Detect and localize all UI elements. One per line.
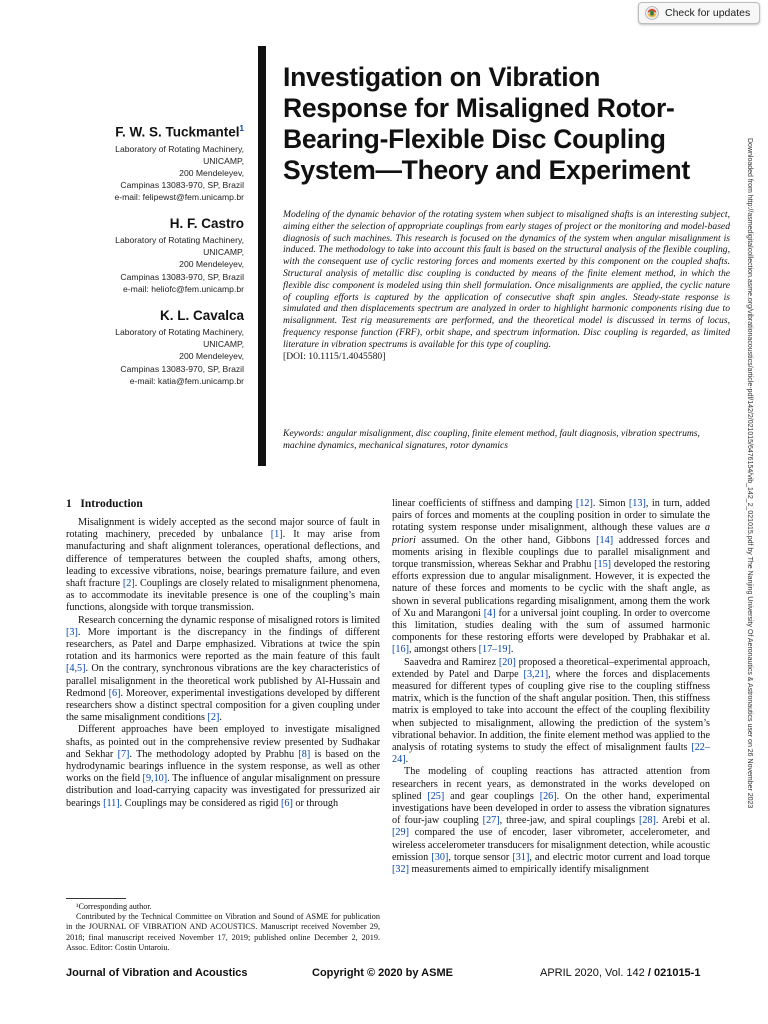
paragraph-text: , where the forces and displacements measured for different types of coupling give rise to the coupling stiffness matrix, which is the function of the shaft angular position. Then, this stiffness matrix is employed to take into account the effect of the coupling flexibility when subjected to misalignment, allowing the prediction of the system’s vibrational behavior. In addition, the finite element method was applied to the analysis of rotating systems to study the effect of misalignment faults — [392, 668, 710, 754]
title-accent-bar — [258, 46, 266, 466]
citation-link[interactable]: [8] — [298, 748, 311, 760]
citation-link[interactable]: [27] — [482, 815, 500, 827]
paragraph-text: . Arebi et al. — [655, 815, 711, 827]
body-paragraph — [66, 615, 380, 725]
paragraph-text: , amongst others — [408, 644, 479, 656]
body-paragraph — [392, 657, 710, 767]
doi-link[interactable]: [DOI: 10.1115/1.4045580] — [283, 350, 386, 362]
corresponding-author-marker[interactable]: 1 — [239, 124, 244, 133]
author-affiliation: Laboratory of Rotating Machinery, UNICAMP, 200 Mendeleyev, Campinas 13083-970, SP, Brazil e-mail: felipewst@fem.unicamp.br — [114, 143, 244, 203]
paragraph-text: proposed a theoretical–experimental approach, extended by Patel and Darpe — [392, 656, 710, 680]
citation-link[interactable]: [26] — [539, 790, 557, 802]
paragraph-text: . It may arise from manufacturing and shaft alignment tolerances, operational deflections, and difference of temperatures between the coupled shafts, among others, leading to excessive vibrations, noise, bearings premature failure, and even shaft fracture — [66, 529, 380, 590]
author-block-1 — [40, 124, 244, 204]
paragraph-text: . On the other hand, experimental investigations have been developed in order to assess the vibration signatures of four-jaw coupling — [392, 790, 710, 827]
citation-link[interactable]: [14] — [596, 534, 614, 546]
section-heading: 1 Introduction — [66, 498, 143, 510]
citation-link[interactable]: [4,5] — [66, 663, 86, 675]
footnote: ¹Corresponding author. — [76, 902, 152, 911]
paragraph-text: compared the use of encoder, laser vibrometer, accelerometer, and wireless accelerometer transducers for misalignment detection, while acoustic emission — [392, 827, 710, 863]
body-paragraph — [66, 517, 380, 615]
body-paragraph — [66, 724, 380, 809]
author-name: F. W. S. Tuckmantel$^1$ — [115, 124, 244, 140]
download-notice: Downloaded from http://asmedigitalcollection.asme.org/vibrationacoustics/article-pdf/142/2/021015/6476154/vib_142_2_021015.pdf by The Nanjing University Of Aeronautics & Astronautics user on 26 November 2023 — [746, 138, 753, 809]
citation-link[interactable]: [17–19] — [478, 644, 511, 656]
check-for-updates-button[interactable] — [638, 2, 760, 24]
paragraph-text: Misalignment is widely accepted as the second major source of fault in rotating machinery, preceded by unbalance — [66, 517, 380, 541]
citation-link[interactable]: [30] — [431, 851, 449, 863]
citation-link[interactable]: [6] — [108, 687, 121, 699]
citation-link[interactable]: [6] — [280, 797, 293, 809]
citation-link[interactable]: [20] — [498, 656, 516, 668]
citation-link[interactable]: [11] — [103, 797, 120, 809]
citation-link[interactable]: [2] — [122, 578, 135, 590]
citation-link[interactable]: [3,21] — [523, 668, 549, 680]
paragraph-text: . Simon — [592, 498, 629, 509]
paragraph-text: developed the restoring efforts expression due to angular misalignment. However, it is expected the nature of these forces and moments to be cyclic with the shaft angle, as shown in several publications regarding misalignment, among them the work of Xu and Marangoni — [392, 559, 710, 619]
author-block-2 — [40, 216, 244, 295]
footnote-rule — [66, 898, 126, 899]
check-for-updates-icon — [645, 6, 659, 20]
body-column-left — [66, 517, 380, 810]
paragraph-text: , in turn, added pairs of forces and moments at the coupling position in order to simulate the rotating system response under misalignment, although these values are — [392, 498, 710, 534]
author-name: H. F. Castro — [169, 216, 244, 231]
abstract — [283, 209, 730, 362]
author-affiliation: Laboratory of Rotating Machinery, UNICAMP, 200 Mendeleyev, Campinas 13083-970, SP, Brazil e-mail: katia@fem.unicamp.br — [115, 327, 244, 386]
citation-link[interactable]: [12] — [575, 498, 593, 509]
citation-link[interactable]: [4] — [483, 607, 496, 619]
paragraph-text: The modeling of coupling reactions has attracted attention from researchers in recent years, as demonstrated in the works developed on splined — [392, 766, 710, 802]
paragraph-text: Saavedra and Ramirez — [404, 656, 499, 668]
author-block-3 — [40, 308, 244, 387]
paragraph-text: , torque sensor — [448, 851, 513, 863]
citation-link[interactable]: [31] — [512, 851, 530, 863]
body-paragraph — [392, 498, 710, 657]
paragraph-text: . The methodology adopted by Prabhu — [129, 748, 299, 760]
author-affiliation: Laboratory of Rotating Machinery, UNICAMP, 200 Mendeleyev, Campinas 13083-970, SP, Brazil e-mail: heliofc@fem.unicamp.br — [115, 235, 244, 294]
citation-link[interactable]: [1] — [270, 529, 283, 541]
paragraph-text: and gear couplings — [444, 790, 540, 802]
paragraph-text: , and electric motor current and load torque — [529, 851, 710, 863]
paper-title: Investigation on Vibration Response for Misaligned Rotor-Bearing-Flexible Disc Coupling System—Theory and Experiment — [283, 62, 690, 185]
paragraph-text: . Couplings may be considered as rigid — [119, 797, 281, 809]
footer-journal: Journal of Vibration and Acoustics — [66, 967, 248, 979]
footer-copyright: Copyright © 2020 by ASME — [312, 967, 453, 979]
citation-link[interactable]: [3] — [66, 626, 78, 638]
citation-link[interactable]: [25] — [427, 790, 445, 802]
paragraph-text: . — [405, 754, 409, 766]
abstract-text: Modeling of the dynamic behavior of the rotating system when subject to misaligned shafts is an interesting subject, aiming either the selection of appropriate couplings from early stages of project or the monitoring and model-based diagnosis of such machines. This research is focused on the dynamics of the system when angular misalignment is induced. The methodology to take into account this fault is based on the structural analysis of the flexible coupling, with the consequent use of cyclic restoring forces and moments exerted by this component on the coupled shafts. Structural analysis of metallic disc coupling is conducted by means of the finite element method, in which the flexible disc component is modeled using thin shell formulation. Once misalignments are applied, the cyclic nature of coupling efforts is captured by the application of consecutive shaft spin angles. Steady-state response is simulated and then displacements spectrum are analyzed in order to highlight harmonic components rising due to misalignment. Test rig measurements are performed, and the theoretical model is discussed in terms of locus, frequency response function (FRF), orbit shape, and spectrum information. Disc coupling is regarded, as limited literature in vibration spectrums is available for this type of coupling. — [283, 209, 730, 350]
paragraph-text: . — [219, 712, 222, 724]
paragraph-text: or through — [292, 797, 339, 809]
paragraph-text: is based on the hydrodynamic bearings influence in the system response, as well as other works on the field — [66, 748, 381, 785]
footnote: Contributed by the Technical Committee on Vibration and Sound of ASME for publication in the JOURNAL OF VIBRATION AND ACOUSTICS. Manuscript received November 29, 2018; final manuscript received November 17, 2019; published online December 2, 2019. Assoc. Editor: Costin Untaroiu. — [66, 912, 380, 952]
paragraph-text: for a universal joint coupling. In order to overcome this limitation, studies dealing with the sum of assumed harmonic components for these restoring efforts were developed by Prabhakar et al. — [392, 607, 710, 644]
citation-link[interactable]: [29] — [392, 827, 409, 839]
citation-link[interactable]: [22–24] — [392, 742, 710, 766]
citation-link[interactable]: [15] — [594, 559, 612, 571]
paragraph-text: . Moreover, experimental investigations developed by different researchers show a distinct spectral composition for a given coupling under the same misalignment conditions — [66, 687, 380, 724]
citation-link[interactable]: [9,10] — [142, 773, 168, 785]
citation-link[interactable]: [16] — [392, 644, 409, 656]
citation-link[interactable]: [32] — [392, 864, 409, 876]
footer-page-info: APRIL 2020, Vol. 142 / 021015-1 — [540, 967, 701, 979]
paragraph-text: . More important is the discrepancy in the findings of different researchers, as Patel and Darpe emphasized. Vibrations at twice the spin rotation and its harmonics were reported as the main feature of this fault — [66, 626, 380, 663]
paragraph-text: Different approaches have been employed to investigate misaligned shafts, as pointed out in the comprehensive review presented by Sudhakar and Sekhar — [66, 724, 380, 760]
citation-link[interactable]: [28] — [638, 815, 656, 827]
keywords: Keywords: angular misalignment, disc coupling, finite element method, fault diagnosis, vibration spectrums, machine dynamics, mechanical signatures, rotor dynamics — [283, 428, 700, 451]
paragraph-text: assumed. On the other hand, Gibbons — [415, 534, 597, 546]
paragraph-text: Research concerning the dynamic response of misaligned rotors is limited — [78, 614, 380, 626]
emphasis-text: a priori — [392, 522, 710, 546]
body-column-right — [392, 498, 710, 876]
citation-link[interactable]: [13] — [628, 498, 646, 509]
paragraph-text: linear coefficients of stiffness and damping — [392, 498, 576, 509]
paragraph-text: measurements aimed to empirically identify misalignment — [408, 864, 649, 876]
citation-link[interactable]: [7] — [117, 748, 130, 760]
paragraph-text: . — [510, 644, 514, 656]
paragraph-text: . On the contrary, synchronous vibrations are the key characteristics of parallel misalignment in the theoretical work published by Al-Hussain and Redmond — [66, 663, 380, 699]
paragraph-text: , three-jaw, and spiral couplings — [499, 815, 639, 827]
paragraph-text: . The influence of angular misalignment on pressure distribution and load-carrying capacity was investigated for pressurized air bearings — [66, 773, 380, 809]
footnotes — [66, 902, 380, 953]
paragraph-text: . Couplings are closely related to misalignment phenomena, as to accommodate its inevitable presence is one of the coupling’s main functions, alongside with torque transmission. — [66, 578, 380, 614]
body-paragraph — [392, 766, 710, 876]
paragraph-text: addressed forces and moments arising in flexible couplings due to parallel misalignment and torque transmission, whereas Sekhar and Prabhu — [392, 534, 710, 571]
citation-link[interactable]: [2] — [207, 712, 220, 724]
check-for-updates-label: Check for updates — [665, 7, 751, 19]
author-name: K. L. Cavalca — [159, 308, 244, 323]
